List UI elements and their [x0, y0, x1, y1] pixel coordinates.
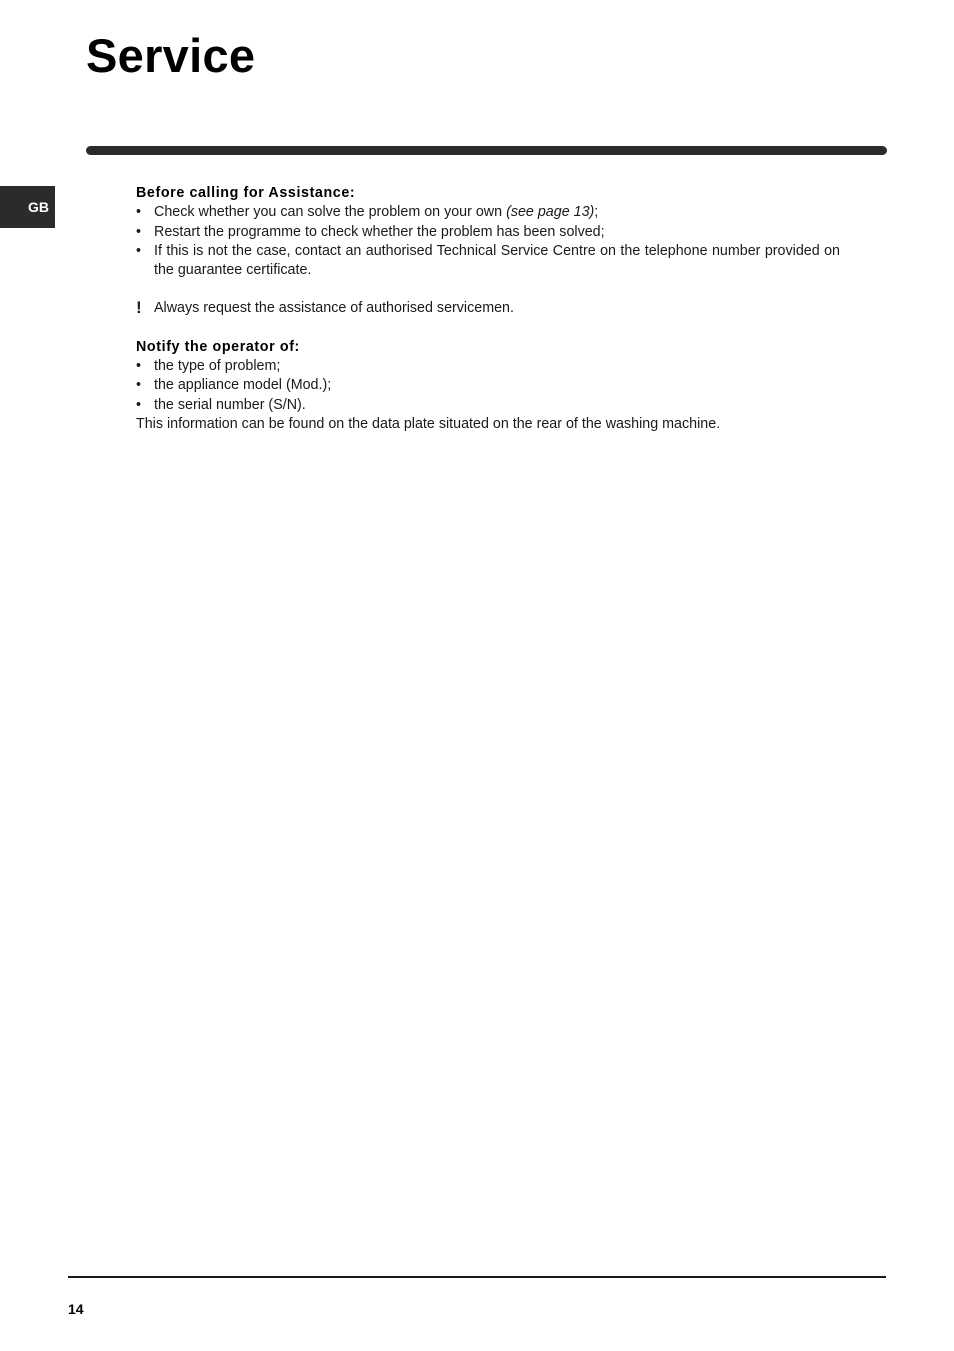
bullet-icon: •: [136, 396, 142, 413]
notify-heading: Notify the operator of:: [136, 338, 300, 355]
language-tab: GB: [0, 186, 55, 228]
list-item: [136, 223, 840, 242]
list-item: [136, 376, 840, 395]
list-item: [136, 357, 840, 376]
list-item-text: Check whether you can solve the problem on your own: [154, 204, 507, 221]
list-item: [136, 242, 840, 281]
page-title: Service: [86, 29, 256, 82]
bullet-icon: •: [136, 204, 142, 221]
list-item: [136, 396, 840, 415]
main-content: [136, 184, 840, 434]
bullet-icon: •: [136, 242, 142, 259]
warning-note: [136, 299, 840, 318]
list-item-text: the type of problem;: [154, 358, 281, 375]
list-item-text: the serial number (S/N).: [154, 396, 306, 413]
notify-section: [136, 338, 840, 434]
notify-list: [136, 357, 840, 415]
title-divider: [86, 146, 887, 155]
bullet-icon: •: [136, 223, 142, 240]
assistance-list: [136, 203, 840, 280]
warning-text: Always request the assistance of authorised servicemen.: [154, 300, 514, 317]
assistance-heading: Before calling for Assistance:: [136, 185, 356, 201]
data-plate-info: This information can be found on the data plate situated on the rear of the washing machine.: [136, 415, 721, 432]
list-item-text-end: ;: [594, 204, 599, 221]
list-item-text: the appliance model (Mod.);: [154, 377, 332, 394]
list-item: [136, 203, 840, 222]
list-item-text: If this is not the case, contact an authorised Technical Service Centre on the telephone number provided on the guarantee certificate.: [154, 242, 840, 279]
bullet-icon: •: [136, 377, 142, 394]
bullet-icon: •: [136, 358, 142, 375]
exclamation-icon: !: [136, 298, 142, 318]
page-reference: (see page 13): [506, 204, 595, 221]
footer-divider: [68, 1276, 886, 1278]
page-number: 14: [68, 1301, 84, 1317]
list-item-text: Restart the programme to check whether the problem has been solved;: [154, 223, 605, 240]
